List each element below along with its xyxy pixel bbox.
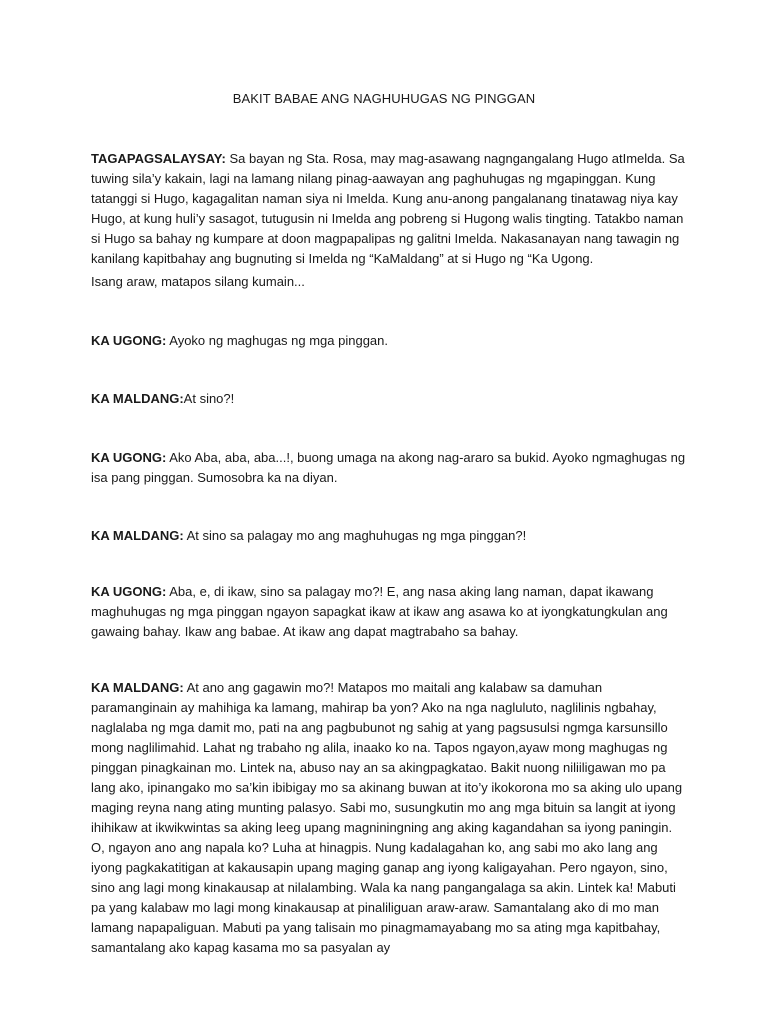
document-title: BAKIT BABAE ANG NAGHUHUGAS NG PINGGAN xyxy=(232,91,536,106)
script-paragraph-narrator xyxy=(91,149,687,269)
dialogue-text: Ako Aba, aba, aba...!, buong umaga na akong nag-araro sa bukid. Ayoko ngmaghugas ng isa pang pinggan. Sumosobra ka na diyan. xyxy=(91,450,686,485)
script-line-ka-ugong xyxy=(91,331,687,351)
dialogue-text: At ano ang gagawin mo?! Matapos mo maitali ang kalabaw sa damuhan paramanginain ay mahihiga ka lamang, mahirap ba yon? Ako na nga nagluluto, naglilinis ngbahay, naglalaba ng mga damit mo, pati na ang pagbubunot ng sahig at yang pagsusulsi ngmga karsunsillo mong naglilimahid. Lahat ng trabaho ng alila, inaako ko na. Tapos ngayon,ayaw mong maghugas ng pinggan pinagkainan mo. Lintek na, abuso nay an sa akingpagkatao. Bakit nuong niliiligawan mo pa lang ako, ipinangako mo sa’kin ibibigay mo sa akinang buwan at ito’y ikokorona mo sa aking ulo upang maging reyna nang ating munting palasyo. Sabi mo, susungkutin mo ang mga bituin sa langit at iyong ihihikaw at ikwikwintas sa aking leeg upang magniningning ang aking kagandahan sa iyong paningin. O, ngayon ano ang napala ko? Luha at hinagpis. Nung kadalagahan ko, ang sabi mo ako lang ang iyong pagkakatitigan at kakausapin upang maging ganap ang iyong kaligayahan. Pero ngayon, sino, sino ang lagi mong kinakausap at nilalambing. Wala ka nang pangangalaga sa akin. Lintek ka! Mabuti pa yang kalabaw mo lagi mong kinakausap at pinaliliguan araw-araw. Samantalang ako di mo man lamang napapaliguan. Mabuti pa yang talisain mo pinagmamayabang mo sa ating mga kapitbahay, samantalang ako kapag kasama mo sa pasyalan ay xyxy=(91,680,683,955)
script-line-ka-ugong xyxy=(91,448,687,488)
speaker-label: KA MALDANG: xyxy=(91,680,184,695)
script-paragraph-transition xyxy=(91,272,687,292)
paragraph-text: Sa bayan ng Sta. Rosa, may mag-asawang nagngangalang Hugo atImelda. Sa tuwing sila’y kakain, lagi na lamang nilang pinag-aawayan ang paghuhugas ng mgapinggan. Kung tatanggi si Hugo, kagagalitan naman siya ni Imelda. Kung anu-anong pangalanang tinatawag niya kay Hugo, at kung huli’y sasagot, tutugusin ni Imelda ang pobreng si Hugong walis tingting. Tatakbo naman si Hugo sa bahay ng kumpare at doon magpapalipas ng galitni Imelda. Nakasanayan nang tawagin ng kanilang kapitbahay ang bugnuting si Imelda ng “KaMaldang” at si Hugo ng “Ka Ugong. xyxy=(91,151,685,266)
script-line-ka-maldang xyxy=(91,678,687,958)
script-line-ka-maldang xyxy=(91,389,687,409)
dialogue-text: At sino sa palagay mo ang maghuhugas ng mga pinggan?! xyxy=(183,528,527,543)
speaker-label: KA MALDANG: xyxy=(91,391,184,406)
speaker-label: KA UGONG: xyxy=(91,333,167,348)
script-line-ka-maldang xyxy=(91,526,687,546)
dialogue-text: At sino?! xyxy=(183,391,235,406)
script-line-ka-ugong xyxy=(91,582,687,642)
speaker-label: KA UGONG: xyxy=(91,450,167,465)
dialogue-text: Ayoko ng maghugas ng mga pinggan. xyxy=(166,333,389,348)
speaker-label: TAGAPAGSALAYSAY: xyxy=(91,151,226,166)
dialogue-text: Aba, e, di ikaw, sino sa palagay mo?! E, ang nasa aking lang naman, dapat ikawang maghuhugas ng mga pinggan ngayon sapagkat ikaw at ikaw ang asawa ko at iyongkatungkulan ang gawaing bahay. Ikaw ang babae. At ikaw ang dapat magtrabaho sa bahay. xyxy=(91,584,668,639)
paragraph-text: Isang araw, matapos silang kumain... xyxy=(91,274,305,289)
speaker-label: KA UGONG: xyxy=(91,584,167,599)
speaker-label: KA MALDANG: xyxy=(91,528,184,543)
